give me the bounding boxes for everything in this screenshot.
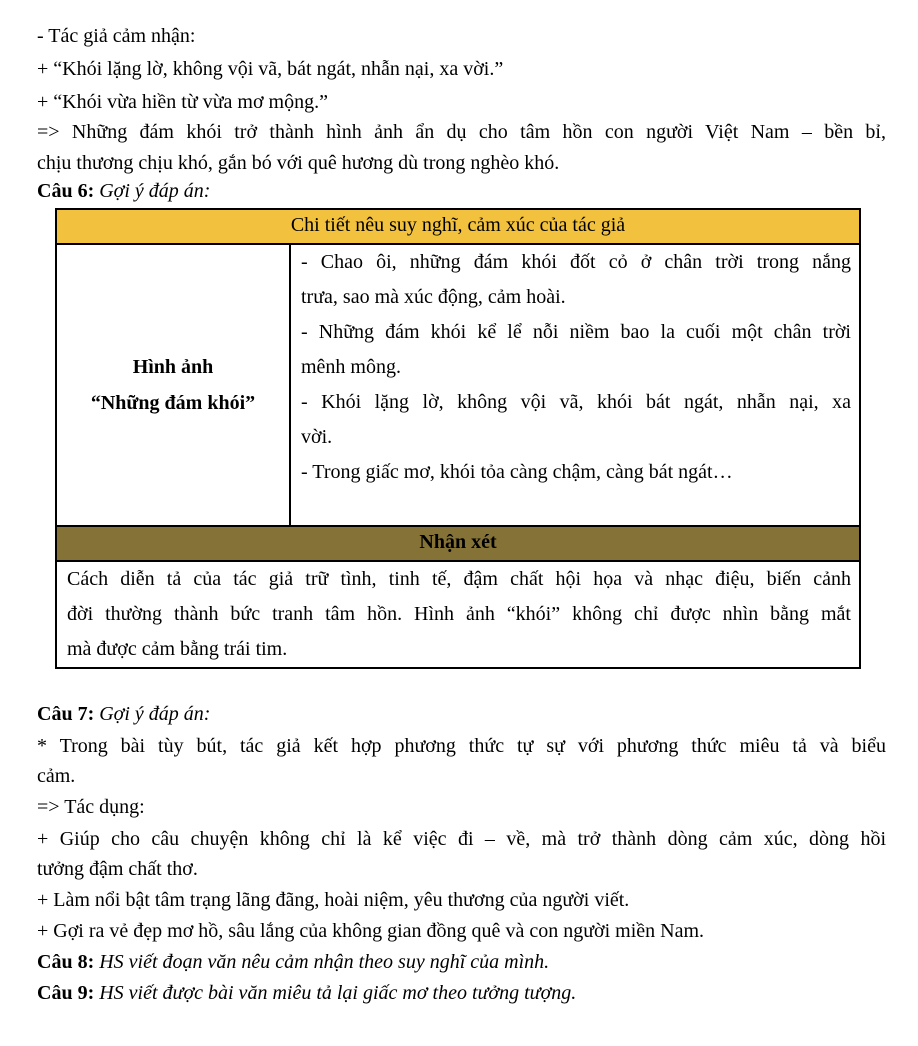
- question-9: [37, 976, 886, 1010]
- q7-line-6: + Làm nổi bật tâm trạng lãng đãng, hoài niệm, yêu thương của người viết.: [37, 889, 630, 911]
- intro-line-1: - Tác giả cảm nhận:: [37, 25, 196, 47]
- detail-line: - Chao ôi, những đám khói đốt cỏ ở chân trời trong nắng: [301, 251, 851, 273]
- question-9-label: Câu 9:: [37, 982, 95, 1004]
- detail-line: - Trong giấc mơ, khói tỏa càng chậm, càng bát ngát…: [301, 461, 733, 483]
- q7-line-7: + Gợi ra vẻ đẹp mơ hồ, sâu lắng của không gian đồng quê và con người miền Nam.: [37, 920, 705, 942]
- intro-line-3: + “Khói vừa hiền từ vừa mơ mộng.”: [37, 91, 328, 113]
- detail-line: - Khói lặng lờ, không vội vã, khói bát ngát, nhẫn nại, xa: [301, 391, 851, 413]
- question-8-label: Câu 8:: [37, 951, 95, 973]
- table-header: Chi tiết nêu suy nghĩ, cảm xúc của tác giả: [56, 209, 860, 244]
- question-6-heading: [37, 174, 886, 208]
- question-6-hint: Gợi ý đáp án:: [99, 180, 211, 202]
- intro-line-5: chịu thương chịu khó, gắn bó với quê hương dù trong nghèo khó.: [37, 152, 560, 174]
- question-8-text: HS viết đoạn văn nêu cảm nhận theo suy nghĩ của mình.: [99, 951, 550, 973]
- q7-line-5: tưởng đậm chất thơ.: [37, 858, 198, 880]
- question-6-label: Câu 6:: [37, 180, 95, 202]
- question-7-label: Câu 7:: [37, 703, 95, 725]
- intro-line-4: => Những đám khói trở thành hình ảnh ẩn dụ cho tâm hồn con người Việt Nam – bền bỉ,: [37, 121, 886, 143]
- detail-line: - Những đám khói kể lể nỗi niềm bao la cuối một chân trời: [301, 321, 851, 343]
- question-7-heading: [37, 697, 886, 731]
- details-cell: [290, 244, 860, 526]
- image-label-cell: [56, 244, 290, 526]
- image-label-line-2: “Những đám khói”: [90, 392, 256, 414]
- image-label-line-1: Hình ảnh: [132, 356, 214, 378]
- q7-line-3: => Tác dụng:: [37, 796, 145, 818]
- question-8: [37, 945, 886, 979]
- answer-table: [55, 208, 861, 669]
- question-9-text: HS viết được bài văn miêu tả lại giấc mơ theo tưởng tượng.: [99, 982, 577, 1004]
- question-7-hint: Gợi ý đáp án:: [99, 703, 211, 725]
- comment-line: đời thường thành bức tranh tâm hồn. Hình ảnh “khói” không chỉ được nhìn bằng mắt: [67, 603, 851, 625]
- comment-header: Nhận xét: [56, 526, 860, 561]
- comment-line: Cách diễn tả của tác giả trữ tình, tinh tế, đậm chất hội họa và nhạc điệu, biến cảnh: [67, 568, 851, 590]
- q7-line-2: cảm.: [37, 765, 76, 787]
- q7-line-4: + Giúp cho câu chuyện không chỉ là kể việc đi – về, mà trở thành dòng cảm xúc, dòng hồi: [37, 828, 886, 850]
- comment-cell: [56, 561, 860, 668]
- intro-line-2: + “Khói lặng lờ, không vội vã, bát ngát, nhẫn nại, xa vời.”: [37, 58, 504, 80]
- q7-line-1: * Trong bài tùy bút, tác giả kết hợp phương thức tự sự với phương thức miêu tả và biểu: [37, 735, 886, 757]
- comment-line: mà được cảm bằng trái tim.: [67, 638, 288, 660]
- detail-line: mênh mông.: [301, 356, 401, 378]
- detail-line: trưa, sao mà xúc động, cảm hoài.: [301, 286, 566, 308]
- detail-line: vời.: [301, 426, 333, 448]
